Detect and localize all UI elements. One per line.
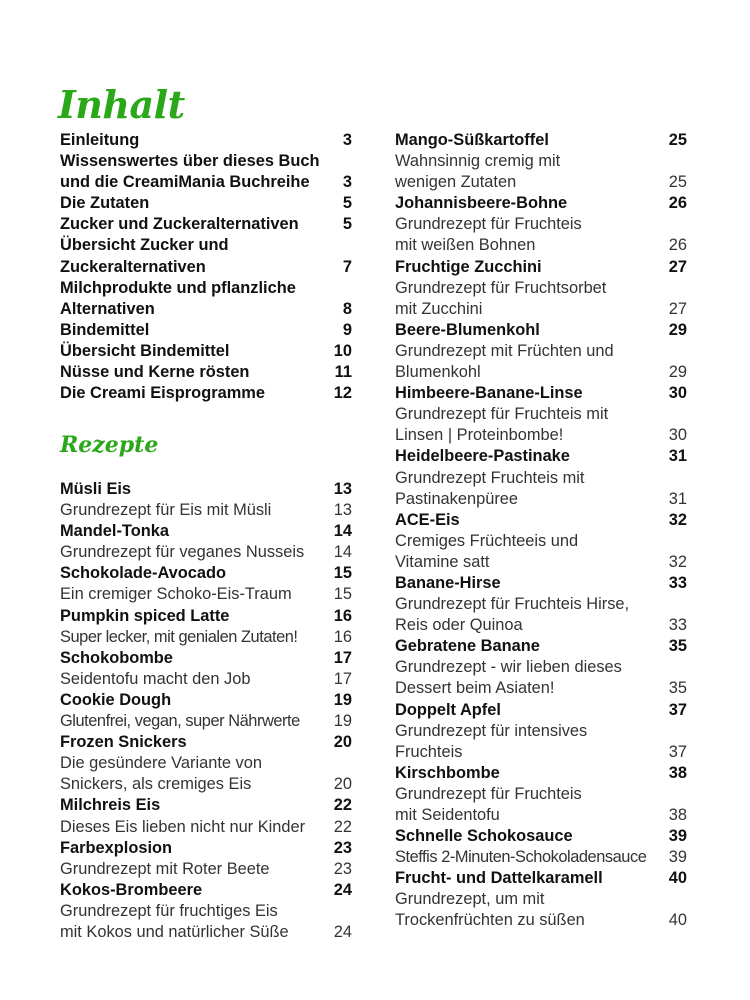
toc-page-number: 31 [668,447,687,466]
toc-entry-text: Grundrezept, um mit [395,890,545,909]
toc-page-number: 5 [342,215,352,234]
toc-entry-text: Wahnsinnig cremig mit [395,152,561,171]
toc-page-number: 24 [333,922,352,941]
toc-entry-text: Bindemittel [60,320,150,339]
toc-entry-title [60,257,352,278]
toc-entry-text: Grundrezept für Fruchteis [395,784,582,803]
toc-entry-subtitle [395,214,687,235]
toc-entry-subtitle [395,910,687,931]
toc-page-number: 13 [333,501,352,520]
toc-entry-title [395,636,687,657]
toc-entry-title [60,690,352,711]
toc-entry-text: Die Zutaten [60,194,150,213]
toc-entry-text: wenigen Zutaten [395,173,517,192]
toc-entry-subtitle [60,753,352,774]
toc-entry-text: Kokos-Brombeere [60,880,203,899]
toc-entry-text: Ein cremiger Schoko-Eis-Traum [60,585,292,604]
toc-entry-text: Grundrezept für fruchtiges Eis [60,901,278,920]
toc-entry-title [395,320,687,341]
toc-page-number: 25 [668,131,687,149]
toc-entry-text: Linsen | Proteinbombe! [395,426,564,445]
toc-recipes-left-list [60,479,352,943]
toc-entry-title [395,868,687,889]
toc-page-number: 19 [333,712,352,731]
toc-entry-text: ACE-Eis [395,510,460,529]
toc-page-number: 35 [668,637,687,656]
toc-entry-text: Milchreis Eis [60,796,161,815]
toc-page-number: 32 [668,510,687,529]
toc-page-number: 38 [668,763,687,782]
toc-entry-text: Steffis 2-Minuten-Schokoladensauce [395,848,647,867]
toc-entry-title [60,795,352,816]
toc-entry-text: Die gesündere Variante von [60,754,262,773]
toc-entry-text: Frucht- und Dattelkaramell [395,869,603,888]
toc-entry-text: mit weißen Bohnen [395,236,536,255]
toc-entry-title [60,732,352,753]
toc-entry-text: Johannisbeere-Bohne [395,194,568,213]
toc-entry-title [60,235,352,256]
toc-page-number: 19 [333,690,352,709]
toc-entry-subtitle [60,859,352,880]
toc-entry-subtitle [395,657,687,678]
toc-entry-text: Pastinakenpüree [395,489,519,508]
toc-entry-text: Grundrezept Fruchteis mit [395,468,585,487]
toc-entry-subtitle [60,817,352,838]
toc-entry-text: Farbexplosion [60,838,173,857]
toc-entry-text: Mandel-Tonka [60,522,169,541]
toc-page-number: 33 [668,616,687,635]
toc-entry-subtitle [395,404,687,425]
toc-entry-title [395,257,687,278]
toc-entry-title [395,446,687,467]
toc-entry-text: Grundrezept für Eis mit Müsli [60,501,272,520]
toc-recipes-right-list [395,130,687,932]
toc-page-number: 22 [333,817,352,836]
toc-page-number: 13 [333,480,352,498]
toc-entry-title [60,278,352,299]
toc-entry-text: Grundrezept für intensives [395,721,588,740]
toc-entry-title [60,341,352,362]
toc-page-number: 17 [333,669,352,688]
toc-page-number: 22 [333,796,352,815]
toc-entry-subtitle [60,584,352,605]
toc-page-number: 15 [333,585,352,604]
toc-entry-text: Grundrezept für Fruchteis mit [395,405,609,424]
toc-entry-title [395,383,687,404]
toc-entry-text: Nüsse und Kerne rösten [60,363,250,382]
toc-page-number: 16 [333,627,352,646]
toc-entry-text: Alternativen [60,299,155,318]
toc-entry-subtitle [395,362,687,383]
toc-entry-title [60,320,352,341]
toc-entry-title [60,838,352,859]
toc-entry-text: Himbeere-Banane-Linse [395,384,583,403]
toc-entry-text: Trockenfrüchten zu süßen [395,911,585,930]
toc-page-number: 30 [668,384,687,403]
toc-page-number: 25 [668,173,687,192]
toc-page-number: 8 [342,299,352,318]
toc-entry-title [60,563,352,584]
toc-page-number: 33 [668,573,687,592]
toc-page-number: 23 [333,838,352,857]
toc-entry-title [60,880,352,901]
toc-page-number: 15 [333,564,352,583]
toc-entry-subtitle [395,552,687,573]
toc-page-number: 27 [668,257,687,276]
toc-entry-title [395,763,687,784]
toc-entry-title [395,193,687,214]
toc-entry-subtitle [60,901,352,922]
toc-entry-title [60,172,352,193]
toc-page-number: 23 [333,859,352,878]
toc-entry-text: Übersicht Bindemittel [60,341,230,360]
toc-entry-text: Zuckeralternativen [60,257,206,276]
toc-page-number: 30 [668,426,687,445]
toc-entry-subtitle [60,500,352,521]
recipes-title: Rezepte [60,432,159,458]
toc-page-number: 11 [334,363,352,382]
toc-entry-text: mit Zucchini [395,299,483,318]
toc-entry-text: Cookie Dough [60,690,172,709]
toc-page-number: 32 [668,552,687,571]
toc-entry-subtitle [395,615,687,636]
toc-entry-subtitle [395,489,687,510]
toc-page-number: 40 [668,911,687,930]
toc-page-number: 38 [668,806,687,824]
toc-entry-title [60,299,352,320]
toc-entry-text: Beere-Blumenkohl [395,320,540,339]
toc-entry-text: Frozen Snickers [60,733,187,752]
toc-entry-text: Heidelbeere-Pastinake [395,447,570,466]
toc-entry-title [60,521,352,542]
toc-entry-title [60,606,352,627]
toc-entry-title [60,214,352,235]
toc-entry-subtitle [395,299,687,320]
toc-entry-subtitle [395,721,687,742]
toc-page-number: 29 [668,320,687,339]
toc-entry-subtitle [395,594,687,615]
toc-entry-text: Banane-Hirse [395,573,501,592]
toc-entry-subtitle [395,151,687,172]
toc-entry-subtitle [395,425,687,446]
toc-page-number: 10 [333,341,352,360]
toc-entry-subtitle [395,341,687,362]
toc-page-number: 27 [668,299,687,318]
toc-page-number: 26 [668,194,687,213]
toc-entry-text: Einleitung [60,131,140,149]
toc-entry-subtitle [395,678,687,699]
toc-entry-text: Blumenkohl [395,363,481,382]
toc-entry-title [395,700,687,721]
toc-entry-title [60,383,352,404]
toc-entry-text: mit Kokos und natürlicher Süße [60,922,289,941]
toc-page-number: 39 [668,848,687,867]
toc-entry-text: Snickers, als cremiges Eis [60,775,252,794]
toc-entry-text: Dessert beim Asiaten! [395,679,555,698]
toc-page-number: 35 [668,679,687,698]
toc-entry-subtitle [395,531,687,552]
toc-entry-title [60,151,352,172]
toc-entry-text: Grundrezept - wir lieben dieses [395,658,622,677]
toc-entry-text: Dieses Eis lieben nicht nur Kinder [60,817,306,836]
toc-entry-text: Grundrezept für veganes Nusseis [60,543,305,562]
toc-entry-subtitle [60,627,352,648]
toc-entry-text: Grundrezept für Fruchteis [395,215,582,234]
toc-entry-title [60,362,352,383]
toc-entry-text: Cremiges Früchteeis und [395,531,579,550]
toc-entry-subtitle [60,542,352,563]
toc-page-number: 31 [668,489,687,508]
toc-entry-title [395,130,687,151]
toc-page-number: 14 [333,522,352,541]
toc-entry-subtitle [395,172,687,193]
toc-entry-title [60,479,352,500]
toc-entry-text: Schokolade-Avocado [60,564,227,583]
toc-page-number: 5 [342,194,352,213]
toc-intro-list [60,130,352,404]
toc-entry-subtitle [395,847,687,868]
toc-page-number: 12 [333,384,352,403]
toc-entry-text: Die Creami Eisprogramme [60,384,265,403]
toc-entry-title [395,826,687,847]
toc-entry-text: Mango-Süßkartoffel [395,131,549,149]
toc-entry-text: Glutenfrei, vegan, super Nährwerte [60,712,300,731]
toc-entry-subtitle [395,784,687,805]
toc-entry-text: Übersicht Zucker und [60,236,229,255]
toc-entry-subtitle [395,889,687,910]
toc-entry-subtitle [395,805,687,826]
toc-entry-title [395,510,687,531]
toc-entry-text: Müsli Eis [60,480,132,498]
toc-entry-text: Seidentofu macht den Job [60,669,251,688]
toc-page-number: 39 [668,827,687,846]
toc-entry-text: Super lecker, mit genialen Zutaten! [60,627,298,646]
toc-entry-text: Grundrezept für Fruchtsorbet [395,278,607,297]
toc-entry-text: Grundrezept mit Früchten und [395,341,614,360]
toc-entry-subtitle [60,711,352,732]
toc-entry-title [60,193,352,214]
toc-entry-text: Wissenswertes über dieses Buch [60,152,320,171]
toc-entry-text: Schnelle Schokosauce [395,827,573,846]
toc-entry-text: Gebratene Banane [395,637,540,656]
toc-entry-title [60,130,352,151]
toc-page-number: 37 [668,742,687,761]
toc-page-number: 17 [333,648,352,667]
toc-entry-text: Zucker und Zuckeralternativen [60,215,299,234]
toc-page-number: 3 [342,131,352,149]
toc-entry-subtitle [395,742,687,763]
toc-page-number: 24 [333,880,352,899]
toc-entry-subtitle [395,235,687,256]
toc-entry-text: Grundrezept für Fruchteis Hirse, [395,595,630,614]
toc-entry-subtitle [395,468,687,489]
toc-entry-text: Doppelt Apfel [395,700,501,719]
toc-entry-text: und die CreamiMania Buchreihe [60,173,310,192]
toc-entry-text: Reis oder Quinoa [395,616,523,635]
toc-entry-subtitle [60,774,352,795]
toc-page-number: 20 [333,733,352,752]
toc-entry-text: Fruchtige Zucchini [395,257,542,276]
toc-page-number: 40 [668,869,687,888]
toc-entry-text: Kirschbombe [395,763,500,782]
toc-entry-subtitle [60,922,352,943]
toc-entry-text: Pumpkin spiced Latte [60,606,230,625]
toc-page-number: 7 [342,257,352,276]
toc-entry-subtitle [395,278,687,299]
toc-page-number: 29 [668,363,687,382]
toc-entry-text: Schokobombe [60,648,173,667]
toc-page-number: 16 [333,606,352,625]
toc-page-number: 20 [333,775,352,794]
toc-entry-title [395,573,687,594]
toc-entry-text: Grundrezept mit Roter Beete [60,859,270,878]
toc-page-number: 3 [342,173,352,192]
toc-entry-title [60,648,352,669]
toc-page-number: 14 [333,543,352,562]
toc-entry-text: Milchprodukte und pflanzliche [60,278,296,297]
toc-page-number: 37 [668,700,687,719]
toc-entry-subtitle [60,669,352,690]
toc-page-number: 26 [668,236,687,255]
toc-entry-text: mit Seidentofu [395,806,500,824]
toc-entry-text: Vitamine satt [395,552,490,571]
toc-entry-text: Fruchteis [395,742,463,761]
toc-page-number: 9 [342,320,352,339]
toc-title: Inhalt [58,82,185,127]
